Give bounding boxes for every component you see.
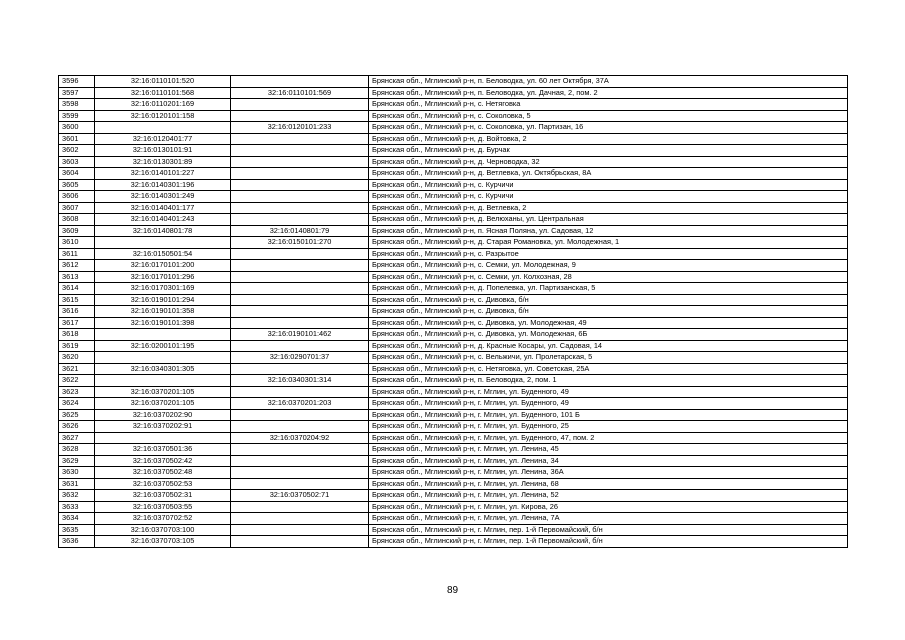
table-row — [59, 145, 848, 157]
row-number-cell: 3606 — [59, 191, 95, 203]
address-cell: Брянская обл., Мглинский р-н, п. Ясная Поляна, ул. Садовая, 12 — [369, 225, 848, 237]
cadastral-number-cell: 32:16:0120101:158 — [95, 110, 231, 122]
cadastral-number-cell: 32:16:0370502:48 — [95, 467, 231, 479]
cadastral-number-cell — [95, 375, 231, 387]
table-row — [59, 133, 848, 145]
parent-cadastral-number-cell: 32:16:0340301:314 — [231, 375, 369, 387]
cadastral-number-cell: 32:16:0170101:200 — [95, 260, 231, 272]
table-row — [59, 478, 848, 490]
parent-cadastral-number-cell — [231, 156, 369, 168]
table-row — [59, 179, 848, 191]
parent-cadastral-number-cell: 32:16:0120101:233 — [231, 122, 369, 134]
address-cell: Брянская обл., Мглинский р-н, г. Мглин, ул. Ленина, 36А — [369, 467, 848, 479]
row-number-cell: 3610 — [59, 237, 95, 249]
table-row — [59, 386, 848, 398]
cadastral-number-cell: 32:16:0150501:54 — [95, 248, 231, 260]
table-row — [59, 271, 848, 283]
parent-cadastral-number-cell — [231, 76, 369, 88]
address-cell: Брянская обл., Мглинский р-н, г. Мглин, ул. Ленина, 34 — [369, 455, 848, 467]
cadastral-number-cell — [95, 329, 231, 341]
parent-cadastral-number-cell — [231, 145, 369, 157]
row-number-cell: 3626 — [59, 421, 95, 433]
table-row — [59, 352, 848, 364]
table-row — [59, 490, 848, 502]
table-row — [59, 225, 848, 237]
row-number-cell: 3602 — [59, 145, 95, 157]
address-cell: Брянская обл., Мглинский р-н, с. Нетяговка — [369, 99, 848, 111]
table-row — [59, 99, 848, 111]
row-number-cell: 3628 — [59, 444, 95, 456]
row-number-cell: 3613 — [59, 271, 95, 283]
table-row — [59, 340, 848, 352]
row-number-cell: 3597 — [59, 87, 95, 99]
parent-cadastral-number-cell — [231, 248, 369, 260]
address-cell: Брянская обл., Мглинский р-н, с. Соколовка, 5 — [369, 110, 848, 122]
table-row — [59, 536, 848, 548]
address-cell: Брянская обл., Мглинский р-н, г. Мглин, ул. Кирова, 26 — [369, 501, 848, 513]
parent-cadastral-number-cell — [231, 421, 369, 433]
table-row — [59, 375, 848, 387]
parent-cadastral-number-cell — [231, 478, 369, 490]
table-row — [59, 467, 848, 479]
parent-cadastral-number-cell — [231, 340, 369, 352]
address-cell: Брянская обл., Мглинский р-н, с. Семки, ул. Молодежная, 9 — [369, 260, 848, 272]
parent-cadastral-number-cell: 32:16:0140801:79 — [231, 225, 369, 237]
address-cell: Брянская обл., Мглинский р-н, д. Ветлевка, ул. Октябрьская, 8А — [369, 168, 848, 180]
cadastral-number-cell: 32:16:0140401:177 — [95, 202, 231, 214]
parent-cadastral-number-cell: 32:16:0370201:203 — [231, 398, 369, 410]
table-row — [59, 409, 848, 421]
cadastral-number-cell: 32:16:0370502:53 — [95, 478, 231, 490]
cadastral-number-cell: 32:16:0110101:568 — [95, 87, 231, 99]
page-number: 89 — [446, 585, 459, 596]
parent-cadastral-number-cell — [231, 363, 369, 375]
address-cell: Брянская обл., Мглинский р-н, д. Ветлевка, 2 — [369, 202, 848, 214]
cadastral-number-cell: 32:16:0190101:294 — [95, 294, 231, 306]
address-cell: Брянская обл., Мглинский р-н, г. Мглин, ул. Буденного, 49 — [369, 398, 848, 410]
address-cell: Брянская обл., Мглинский р-н, д. Старая Романовка, ул. Молодежная, 1 — [369, 237, 848, 249]
cadastral-number-cell: 32:16:0120401:77 — [95, 133, 231, 145]
address-cell: Брянская обл., Мглинский р-н, с. Семки, ул. Колхозная, 28 — [369, 271, 848, 283]
parent-cadastral-number-cell: 32:16:0370204:92 — [231, 432, 369, 444]
table-row — [59, 421, 848, 433]
cadastral-number-cell: 32:16:0190101:398 — [95, 317, 231, 329]
cadastral-number-cell: 32:16:0370702:52 — [95, 513, 231, 525]
row-number-cell: 3615 — [59, 294, 95, 306]
row-number-cell: 3599 — [59, 110, 95, 122]
cadastral-number-cell: 32:16:0110201:169 — [95, 99, 231, 111]
cadastral-number-cell: 32:16:0110101:520 — [95, 76, 231, 88]
row-number-cell: 3635 — [59, 524, 95, 536]
cadastral-number-cell: 32:16:0170301:169 — [95, 283, 231, 295]
row-number-cell: 3629 — [59, 455, 95, 467]
parent-cadastral-number-cell — [231, 513, 369, 525]
row-number-cell: 3614 — [59, 283, 95, 295]
address-cell: Брянская обл., Мглинский р-н, п. Беловодка, 2, пом. 1 — [369, 375, 848, 387]
table-row — [59, 214, 848, 226]
table-row — [59, 110, 848, 122]
cadastral-number-cell: 32:16:0370202:90 — [95, 409, 231, 421]
row-number-cell: 3608 — [59, 214, 95, 226]
address-cell: Брянская обл., Мглинский р-н, г. Мглин, ул. Буденного, 47, пом. 2 — [369, 432, 848, 444]
row-number-cell: 3619 — [59, 340, 95, 352]
cadastral-number-cell: 32:16:0370502:42 — [95, 455, 231, 467]
table-row — [59, 363, 848, 375]
cadastral-number-cell: 32:16:0140801:78 — [95, 225, 231, 237]
table-row — [59, 168, 848, 180]
row-number-cell: 3596 — [59, 76, 95, 88]
parent-cadastral-number-cell — [231, 168, 369, 180]
parent-cadastral-number-cell — [231, 271, 369, 283]
row-number-cell: 3618 — [59, 329, 95, 341]
cadastral-number-cell: 32:16:0130101:91 — [95, 145, 231, 157]
address-cell: Брянская обл., Мглинский р-н, г. Мглин, ул. Ленина, 7А — [369, 513, 848, 525]
parent-cadastral-number-cell — [231, 317, 369, 329]
row-number-cell: 3632 — [59, 490, 95, 502]
parent-cadastral-number-cell — [231, 386, 369, 398]
parent-cadastral-number-cell: 32:16:0370502:71 — [231, 490, 369, 502]
address-cell: Брянская обл., Мглинский р-н, с. Соколовка, ул. Партизан, 16 — [369, 122, 848, 134]
cadastral-number-cell: 32:16:0370501:36 — [95, 444, 231, 456]
cadastral-number-cell: 32:16:0370201:105 — [95, 398, 231, 410]
parent-cadastral-number-cell — [231, 133, 369, 145]
address-cell: Брянская обл., Мглинский р-н, п. Беловодка, ул. 60 лет Октября, 37А — [369, 76, 848, 88]
address-cell: Брянская обл., Мглинский р-н, с. Нетяговка, ул. Советская, 25А — [369, 363, 848, 375]
row-number-cell: 3617 — [59, 317, 95, 329]
parent-cadastral-number-cell — [231, 260, 369, 272]
row-number-cell: 3627 — [59, 432, 95, 444]
cadastral-number-cell: 32:16:0190101:358 — [95, 306, 231, 318]
table-row — [59, 87, 848, 99]
registry-table-body — [59, 76, 848, 548]
table-row — [59, 398, 848, 410]
parent-cadastral-number-cell — [231, 409, 369, 421]
parent-cadastral-number-cell: 32:16:0150101:270 — [231, 237, 369, 249]
parent-cadastral-number-cell — [231, 214, 369, 226]
cadastral-number-cell: 32:16:0370703:105 — [95, 536, 231, 548]
address-cell: Брянская обл., Мглинский р-н, г. Мглин, пер. 1-й Первомайский, б/н — [369, 536, 848, 548]
row-number-cell: 3631 — [59, 478, 95, 490]
row-number-cell: 3621 — [59, 363, 95, 375]
row-number-cell: 3604 — [59, 168, 95, 180]
parent-cadastral-number-cell — [231, 191, 369, 203]
parent-cadastral-number-cell — [231, 536, 369, 548]
cadastral-number-cell: 32:16:0370201:105 — [95, 386, 231, 398]
address-cell: Брянская обл., Мглинский р-н, д. Черноводка, 32 — [369, 156, 848, 168]
address-cell: Брянская обл., Мглинский р-н, д. Красные Косары, ул. Садовая, 14 — [369, 340, 848, 352]
table-row — [59, 248, 848, 260]
row-number-cell: 3634 — [59, 513, 95, 525]
address-cell: Брянская обл., Мглинский р-н, п. Беловодка, ул. Дачная, 2, пом. 2 — [369, 87, 848, 99]
cadastral-number-cell: 32:16:0370503:55 — [95, 501, 231, 513]
table-row — [59, 513, 848, 525]
address-cell: Брянская обл., Мглинский р-н, д. Бурчак — [369, 145, 848, 157]
address-cell: Брянская обл., Мглинский р-н, с. Дивовка, ул. Молодежная, 49 — [369, 317, 848, 329]
cadastral-number-cell — [95, 237, 231, 249]
address-cell: Брянская обл., Мглинский р-н, г. Мглин, ул. Буденного, 49 — [369, 386, 848, 398]
parent-cadastral-number-cell — [231, 501, 369, 513]
row-number-cell: 3598 — [59, 99, 95, 111]
address-cell: Брянская обл., Мглинский р-н, д. Войтовка, 2 — [369, 133, 848, 145]
cadastral-number-cell: 32:16:0370502:31 — [95, 490, 231, 502]
parent-cadastral-number-cell — [231, 283, 369, 295]
address-cell: Брянская обл., Мглинский р-н, с. Дивовка, ул. Молодежная, 6Б — [369, 329, 848, 341]
row-number-cell: 3611 — [59, 248, 95, 260]
address-cell: Брянская обл., Мглинский р-н, д. Попелевка, ул. Партизанская, 5 — [369, 283, 848, 295]
cadastral-number-cell: 32:16:0370703:100 — [95, 524, 231, 536]
parent-cadastral-number-cell — [231, 524, 369, 536]
table-row — [59, 432, 848, 444]
cadastral-number-cell: 32:16:0130301:89 — [95, 156, 231, 168]
table-row — [59, 156, 848, 168]
parent-cadastral-number-cell — [231, 99, 369, 111]
table-row — [59, 122, 848, 134]
parent-cadastral-number-cell — [231, 294, 369, 306]
table-row — [59, 283, 848, 295]
address-cell: Брянская обл., Мглинский р-н, с. Вельжичи, ул. Пролетарская, 5 — [369, 352, 848, 364]
parent-cadastral-number-cell — [231, 444, 369, 456]
row-number-cell: 3630 — [59, 467, 95, 479]
table-row — [59, 202, 848, 214]
address-cell: Брянская обл., Мглинский р-н, г. Мглин, ул. Ленина, 45 — [369, 444, 848, 456]
parent-cadastral-number-cell — [231, 110, 369, 122]
cadastral-number-cell: 32:16:0140301:196 — [95, 179, 231, 191]
address-cell: Брянская обл., Мглинский р-н, с. Курчичи — [369, 191, 848, 203]
parent-cadastral-number-cell: 32:16:0290701:37 — [231, 352, 369, 364]
address-cell: Брянская обл., Мглинский р-н, с. Дивовка, б/н — [369, 306, 848, 318]
table-row — [59, 455, 848, 467]
parent-cadastral-number-cell — [231, 467, 369, 479]
table-row — [59, 306, 848, 318]
row-number-cell: 3636 — [59, 536, 95, 548]
cadastral-number-cell: 32:16:0170101:296 — [95, 271, 231, 283]
row-number-cell: 3616 — [59, 306, 95, 318]
cadastral-number-cell: 32:16:0340301:305 — [95, 363, 231, 375]
row-number-cell: 3623 — [59, 386, 95, 398]
row-number-cell: 3633 — [59, 501, 95, 513]
cadastral-number-cell — [95, 122, 231, 134]
row-number-cell: 3622 — [59, 375, 95, 387]
cadastral-number-cell: 32:16:0140101:227 — [95, 168, 231, 180]
parent-cadastral-number-cell: 32:16:0110101:569 — [231, 87, 369, 99]
parent-cadastral-number-cell — [231, 306, 369, 318]
cadastral-number-cell: 32:16:0370202:91 — [95, 421, 231, 433]
address-cell: Брянская обл., Мглинский р-н, г. Мглин, пер. 1-й Первомайский, б/н — [369, 524, 848, 536]
row-number-cell: 3624 — [59, 398, 95, 410]
parent-cadastral-number-cell — [231, 202, 369, 214]
table-row — [59, 329, 848, 341]
cadastral-number-cell — [95, 352, 231, 364]
row-number-cell: 3625 — [59, 409, 95, 421]
address-cell: Брянская обл., Мглинский р-н, с. Курчичи — [369, 179, 848, 191]
address-cell: Брянская обл., Мглинский р-н, г. Мглин, ул. Буденного, 101 Б — [369, 409, 848, 421]
table-row — [59, 294, 848, 306]
parent-cadastral-number-cell — [231, 179, 369, 191]
parent-cadastral-number-cell: 32:16:0190101:462 — [231, 329, 369, 341]
cadastral-number-cell: 32:16:0140301:249 — [95, 191, 231, 203]
row-number-cell: 3620 — [59, 352, 95, 364]
address-cell: Брянская обл., Мглинский р-н, г. Мглин, ул. Ленина, 52 — [369, 490, 848, 502]
address-cell: Брянская обл., Мглинский р-н, г. Мглин, ул. Ленина, 68 — [369, 478, 848, 490]
cadastral-number-cell: 32:16:0140401:243 — [95, 214, 231, 226]
table-row — [59, 76, 848, 88]
row-number-cell: 3603 — [59, 156, 95, 168]
table-row — [59, 237, 848, 249]
cadastral-number-cell: 32:16:0200101:195 — [95, 340, 231, 352]
row-number-cell: 3607 — [59, 202, 95, 214]
address-cell: Брянская обл., Мглинский р-н, г. Мглин, ул. Буденного, 25 — [369, 421, 848, 433]
table-row — [59, 524, 848, 536]
row-number-cell: 3612 — [59, 260, 95, 272]
table-row — [59, 260, 848, 272]
row-number-cell: 3601 — [59, 133, 95, 145]
address-cell: Брянская обл., Мглинский р-н, с. Дивовка, б/н — [369, 294, 848, 306]
table-row — [59, 317, 848, 329]
table-row — [59, 444, 848, 456]
row-number-cell: 3605 — [59, 179, 95, 191]
table-row — [59, 501, 848, 513]
address-cell: Брянская обл., Мглинский р-н, с. Разрытое — [369, 248, 848, 260]
row-number-cell: 3600 — [59, 122, 95, 134]
parent-cadastral-number-cell — [231, 455, 369, 467]
table-row — [59, 191, 848, 203]
cadastral-number-cell — [95, 432, 231, 444]
row-number-cell: 3609 — [59, 225, 95, 237]
address-cell: Брянская обл., Мглинский р-н, д. Велюханы, ул. Центральная — [369, 214, 848, 226]
property-registry-table — [58, 75, 848, 548]
